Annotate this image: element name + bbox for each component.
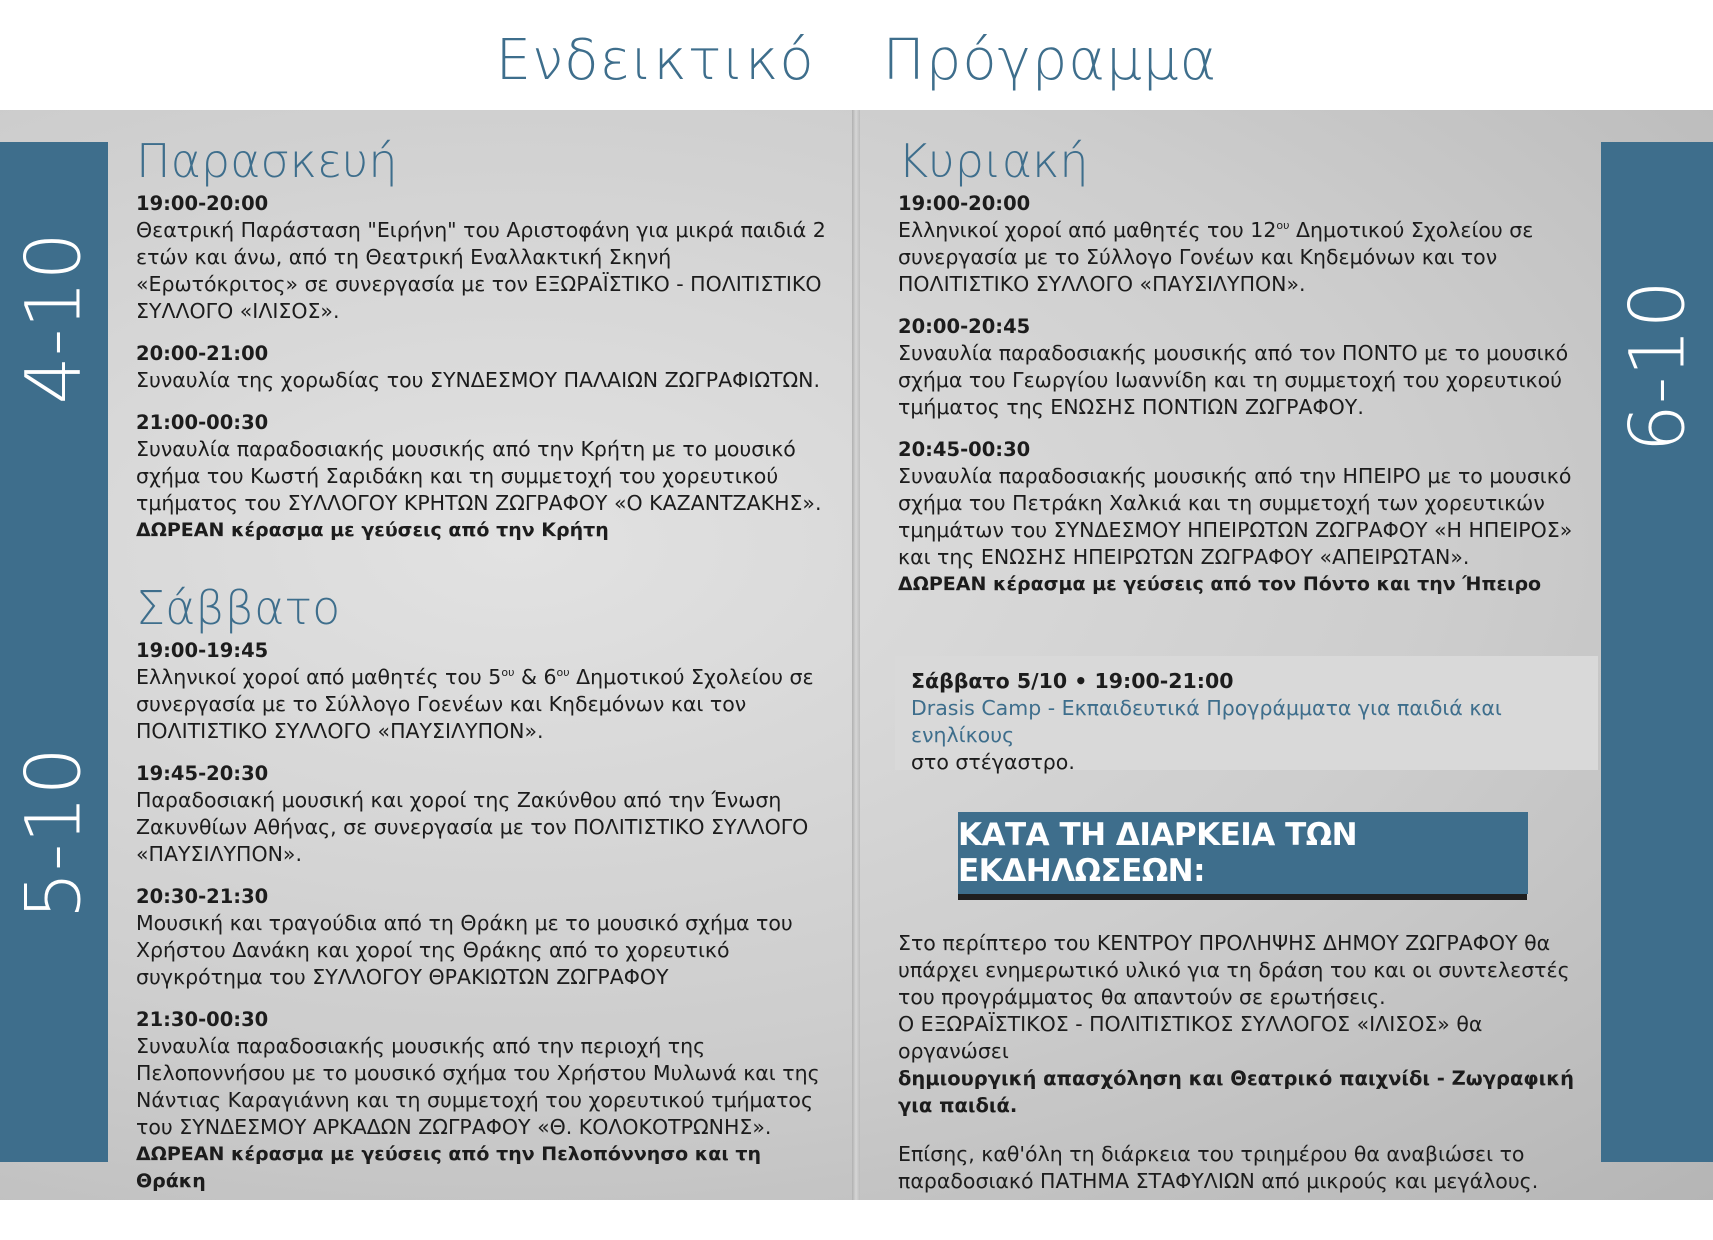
schedule-slot — [136, 409, 836, 544]
slot-time: 21:30-00:30 — [136, 1008, 269, 1031]
free-treat-note: ΔΩΡΕΑΝ κέρασμα με γεύσεις από τον Πόντο και την Ήπειρο — [898, 573, 1542, 595]
day-heading-friday: Παρασκευή — [136, 134, 398, 188]
page-title — [0, 28, 1713, 93]
slot-time: 19:00-19:45 — [136, 639, 269, 662]
schedule-slot — [898, 190, 1588, 298]
slot-description: Μουσική και τραγούδια από τη Θράκη με το μουσικό σχήμα του Χρήστου Δανάκη και χοροί της Θράκης από το χορευτικό συγκρότημα του ΣΥΛΛΟΓΟΥ ΘΡΑΚΙΩΤΩΝ ΖΩΓΡΑΦΟΥ — [136, 911, 793, 989]
slot-description: Συναυλία παραδοσιακής μουσικής από τον ΠΟΝΤΟ με το μουσικό σχήμα του Γεωργίου Ιωαννίδη και τη συμμετοχή του χορευτικού τμήματος της ΕΝΩΣΗΣ ΠΟΝΤΙΩΝ ΖΩΓΡΑΦΟΥ. — [898, 341, 1569, 419]
schedule-slot — [898, 436, 1588, 598]
left-column — [136, 134, 836, 1210]
during-paragraph-2-bold: δημιουργική απασχόληση και Θεατρικό παιχνίδι - Ζωγραφική για παιδιά. — [898, 1067, 1574, 1117]
slot-time: 20:45-00:30 — [898, 438, 1031, 461]
free-treat-note: ΔΩΡΕΑΝ κέρασμα με γεύσεις από την Πελοπόννησο και τη Θράκη — [136, 1143, 762, 1192]
slot-time: 20:00-21:00 — [136, 342, 269, 365]
slot-time: 20:30-21:30 — [136, 885, 269, 908]
day-heading-sunday: Κυριακή — [898, 134, 1089, 188]
during-paragraph-3: Επίσης, καθ'όλη τη διάρκεια του τριημέρου θα αναβιώσει το παραδοσιακό ΠΑΤΗΜΑ ΣΤΑΦΥΛΙΩΝ από μικρούς και μεγάλους. — [898, 1142, 1539, 1193]
schedule-slot — [136, 883, 836, 991]
page-fold-divider — [852, 110, 860, 1200]
during-events-text — [898, 930, 1598, 1195]
slot-description: Παραδοσιακή μουσική και χοροί της Ζακύνθου από την Ένωση Ζακυνθίων Αθήνας, σε συνεργασία με τον ΠΟΛΙΤΙΣΤΙΚΟ ΣΥΛΛΟΓΟ «ΠΑΥΣΙΛΥΠΟΝ». — [136, 788, 809, 866]
schedule-slot — [136, 1006, 836, 1195]
slot-time: 19:00-20:00 — [136, 192, 269, 215]
schedule-slot — [136, 760, 836, 868]
date-label-4-10: 4-10 — [8, 232, 98, 405]
schedule-slot — [136, 190, 836, 325]
camp-heading: Σάββατο 5/10 • 19:00-21:00 — [911, 669, 1234, 693]
date-label-6-10: 6-10 — [1612, 280, 1702, 453]
day-heading-saturday: Σάββατο — [136, 581, 341, 635]
slot-description: Συναυλία της χορωδίας του ΣΥΝΔΕΣΜΟΥ ΠΑΛΑΙΩΝ ΖΩΓΡΑΦΙΩΤΩΝ. — [136, 368, 821, 392]
camp-program: Drasis Camp - Εκπαιδευτικά Προγράμματα για παιδιά και ενηλίκους — [911, 696, 1502, 747]
page-title-word2: Πρόγραμμα — [882, 28, 1218, 93]
during-paragraph-2: Ο ΕΞΩΡΑΪΣΤΙΚΟΣ - ΠΟΛΙΤΙΣΤΙΚΟΣ ΣΥΛΛΟΓΟΣ «ΙΛΙΣΟΣ» θα οργανώσει — [898, 1012, 1483, 1063]
date-label-5-10: 5-10 — [8, 747, 98, 920]
camp-location: στο στέγαστρο. — [911, 750, 1075, 774]
schedule-slot — [136, 340, 836, 394]
during-paragraph-1: Στο περίπτερο του ΚΕΝΤΡΟΥ ΠΡΟΛΗΨΗΣ ΔΗΜΟΥ ΖΩΓΡΑΦΟΥ θα υπάρχει ενημερωτικό υλικό για τη δράση του και οι συντελεστές του προγράμματος θα απαντούν σε ερωτήσεις. — [898, 931, 1570, 1009]
during-events-banner: ΚΑΤΑ ΤΗ ΔΙΑΡΚΕΙΑ ΤΩΝ ΕΚΔΗΛΩΣΕΩΝ: — [958, 812, 1528, 894]
slot-time: 21:00-00:30 — [136, 411, 269, 434]
free-treat-note: ΔΩΡΕΑΝ κέρασμα με γεύσεις από την Κρήτη — [136, 519, 609, 541]
slot-time: 20:00-20:45 — [898, 315, 1031, 338]
slot-description: Ελληνικοί χοροί από μαθητές του $5^{o\upsilon}$ & $6^{o\upsilon}$ Δημοτικού Σχολείου σε συνεργασία με το Σύλλογο Γοενέων και Κηδεμόνων και τον ΠΟΛΙΤΙΣΤΙΚΟ ΣΥΛΛΟΓΟ «ΠΑΥΣΙΛΥΠΟΝ». — [136, 665, 814, 743]
slot-description: Συναυλία παραδοσιακής μουσικής από την περιοχή της Πελοποννήσου με το μουσικό σχήμα του Χρήστου Μυλωνά και της Νάντιας Καραγιάννη και τη συμμετοχή του χορευτικού τμήματος του ΣΥΝΔΕΣΜΟΥ ΑΡΚΑΔΩΝ ΖΩΓΡΑΦΟΥ «Θ. ΚΟΛΟΚΟΤΡΩΝΗΣ». — [136, 1034, 820, 1139]
page-title-word1: Ενδεικτικό — [495, 28, 815, 93]
slot-description: Θεατρική Παράσταση "Ειρήνη" του Αριστοφάνη για μικρά παιδιά 2 ετών και άνω, από τη Θεατρική Εναλλακτική Σκηνή «Ερωτόκριτος» σε συνεργασία με τον ΕΞΩΡΑΪΣΤΙΚΟ - ΠΟΛΙΤΙΣΤΙΚΟ ΣΥΛΛΟΓΟ «ΙΛΙΣΟΣ». — [136, 218, 826, 323]
slot-description: Συναυλία παραδοσιακής μουσικής από την ΗΠΕΙΡΟ με το μουσικό σχήμα του Πετράκη Χαλκιά και τη συμμετοχή των χορευτικών τμημάτων του ΣΥΝΔΕΣΜΟΥ ΗΠΕΙΡΩΤΩΝ ΖΩΓΡΑΦΟΥ «Η ΗΠΕΙΡΟΣ» και της ΕΝΩΣΗΣ ΗΠΕΙΡΩΤΩΝ ΖΩΓΡΑΦΟΥ «ΑΠΕΙΡΩΤΑΝ». — [898, 464, 1573, 569]
slot-time: 19:00-20:00 — [898, 192, 1031, 215]
slot-description: Συναυλία παραδοσιακής μουσικής από την Κρήτη με το μουσικό σχήμα του Κωστή Σαριδάκη και τη συμμετοχή του χορευτικού τμήματος του ΣΥΛΛΟΓΟΥ ΚΡΗΤΩΝ ΖΩΓΡΑΦΟΥ «Ο ΚΑΖΑΝΤΖΑΚΗΣ». — [136, 437, 822, 515]
slot-description: Ελληνικοί χοροί από μαθητές του $12^{o\upsilon}$ Δημοτικού Σχολείου σε συνεργασία με το Σύλλογο Γονέων και Κηδεμόνων και τον ΠΟΛΙΤΙΣΤΙΚΟ ΣΥΛΛΟΓΟ «ΠΑΥΣΙΛΥΠΟΝ». — [898, 218, 1534, 296]
slot-time: 19:45-20:30 — [136, 762, 269, 785]
camp-info-box — [895, 656, 1598, 774]
schedule-slot — [136, 637, 836, 745]
right-column — [898, 134, 1588, 613]
schedule-slot — [898, 313, 1588, 421]
